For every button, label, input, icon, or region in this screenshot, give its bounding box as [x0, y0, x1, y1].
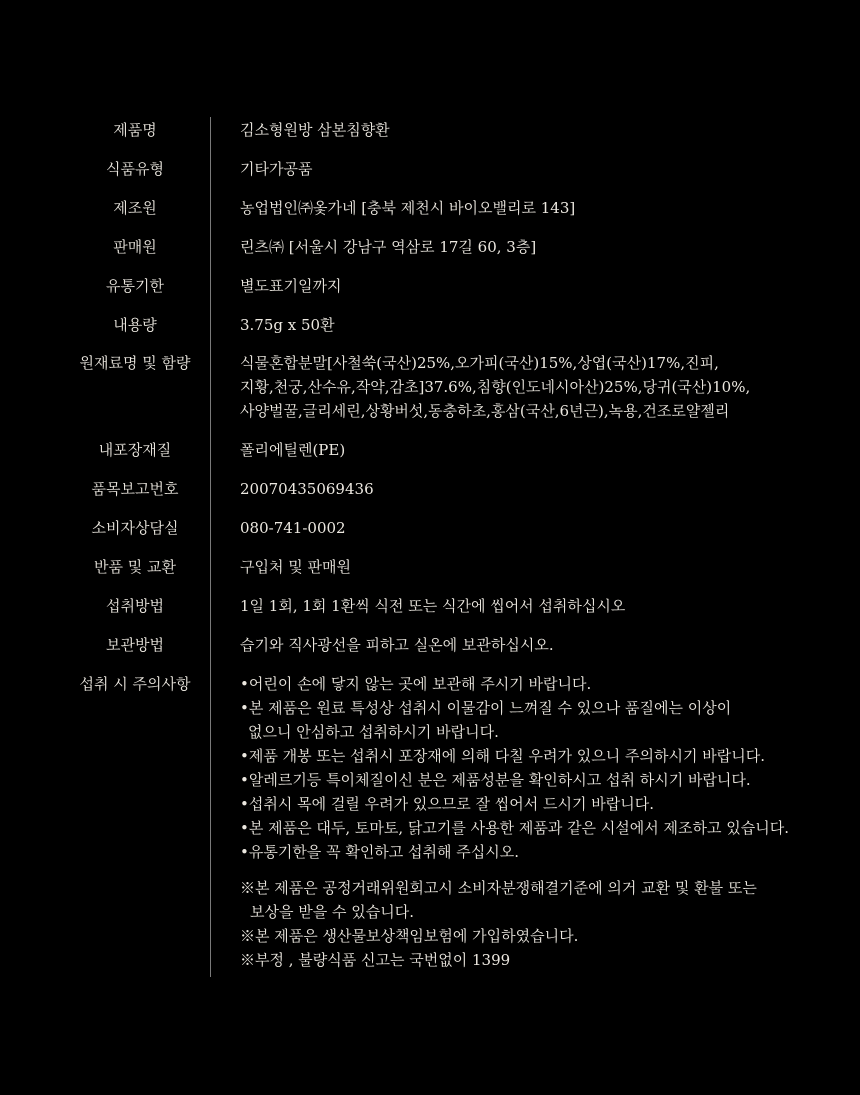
value-ingredients: [240, 351, 840, 423]
label-food-type: 식품유형: [106, 160, 164, 178]
caution-item: •어린이 손에 닿지 않는 곳에 보관해 주시기 바랍니다.: [240, 675, 592, 693]
caution-item: •유통기한을 꼭 확인하고 섭취해 주십시오.: [240, 843, 520, 861]
label-manufacturer: 제조원: [113, 199, 157, 217]
notice-item: ※본 제품은 생산물보상책임보험에 가입하였습니다.: [240, 927, 579, 945]
value-intake-method: 1일 1회, 1회 1환씩 식전 또는 식간에 씹어서 섭취하십시오: [240, 597, 626, 615]
value-manufacturer: 농업법인㈜옻가네 [충북 제천시 바이오밸리로 143]: [240, 199, 576, 217]
caution-item: •본 제품은 원료 특성상 섭취시 이물감이 느껴질 수 있으나 품질에는 이상이: [240, 699, 732, 717]
label-cautions: 섭취 시 주의사항: [79, 675, 191, 693]
label-ingredients: 원재료명 및 함량: [79, 354, 191, 372]
caution-item: •제품 개봉 또는 섭취시 포장재에 의해 다칠 우려가 있으니 주의하시기 바랍니다.: [240, 747, 765, 765]
value-report-number: 20070435069436: [240, 480, 374, 498]
ingredients-line: 지황,천궁,산수유,작약,감초]37.6%,침향(인도네시아산)25%,당귀(국산)10%,: [240, 378, 751, 396]
value-returns: 구입처 및 판매원: [240, 558, 351, 576]
notices: [240, 876, 840, 972]
label-report-number: 품목보고번호: [91, 480, 179, 498]
value-customer-service: 080-741-0002: [240, 519, 346, 537]
value-cautions: [240, 672, 840, 864]
label-expiry: 유통기한: [106, 277, 164, 295]
notice-item: ※부정 , 불량식품 신고는 국번없이 1399: [240, 951, 511, 969]
caution-item-continued: 없으니 안심하고 섭취하시기 바랍니다.: [248, 723, 499, 741]
ingredients-line: 사양벌꿀,글리세린,상황버섯,동충하초,홍삼(국산,6년근),녹용,건조로얄젤리: [240, 402, 730, 420]
label-storage: 보관방법: [106, 636, 164, 654]
value-net-content: 3.75g x 50환: [240, 316, 335, 334]
label-returns: 반품 및 교환: [94, 558, 176, 576]
value-product-name: 김소형원방 삼본침향환: [240, 121, 390, 139]
label-customer-service: 소비자상담실: [91, 519, 179, 537]
value-packaging: 폴리에틸렌(PE): [240, 441, 346, 459]
label-packaging: 내포장재질: [98, 441, 172, 459]
label-intake-method: 섭취방법: [106, 597, 164, 615]
notice-item: ※본 제품은 공정거래위원회고시 소비자분쟁해결기준에 의거 교환 및 환불 또는: [240, 879, 757, 897]
label-product-name: 제품명: [113, 121, 157, 139]
caution-item: •본 제품은 대두, 토마토, 닭고기를 사용한 제품과 같은 시설에서 제조하고 있습니다.: [240, 819, 790, 837]
caution-item: •알레르기등 특이체질이신 분은 제품성분을 확인하시고 섭취 하시기 바랍니다.: [240, 771, 751, 789]
label-net-content: 내용량: [113, 316, 157, 334]
value-food-type: 기타가공품: [240, 160, 313, 178]
ingredients-line: 식물혼합분말[사철쑥(국산)25%,오가피(국산)15%,상엽(국산)17%,진피,: [240, 354, 719, 372]
notice-item-continued: 보상을 받을 수 있습니다.: [250, 903, 414, 921]
value-expiry: 별도표기일까지: [240, 277, 342, 295]
value-distributor: 린츠㈜ [서울시 강남구 역삼로 17길 60, 3층]: [240, 238, 537, 256]
value-storage: 습기와 직사광선을 피하고 실온에 보관하십시오.: [240, 636, 554, 654]
caution-item: •섭취시 목에 걸릴 우려가 있으므로 잘 씹어서 드시기 바랍니다.: [240, 795, 655, 813]
label-distributor: 판매원: [113, 238, 157, 256]
